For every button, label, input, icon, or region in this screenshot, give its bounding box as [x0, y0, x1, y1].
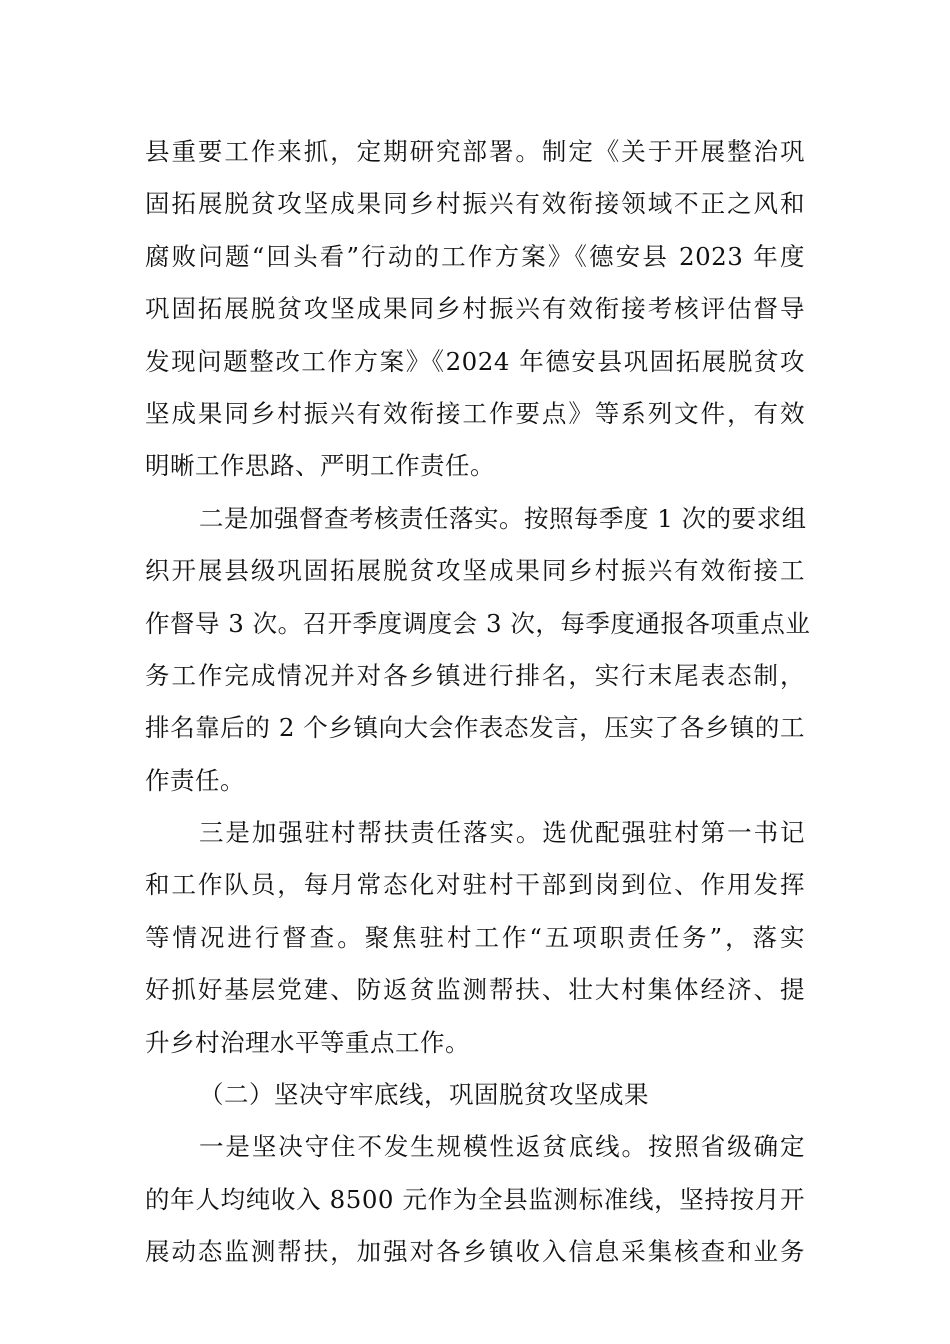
text-line: 务工作完成情况并对各乡镇进行排名，实行末尾表态制，: [145, 660, 805, 690]
text-line: 县重要工作来抓，定期研究部署。制定《关于开展整治巩: [145, 137, 805, 166]
paragraph-start-line: 一是坚决守住不发生规模性返贫底线。按照省级确定: [199, 1132, 805, 1162]
text-line: 明晰工作思路、严明工作责任。: [145, 451, 495, 481]
text-line: 腐败问题“回头看”行动的工作方案》《德安县 2023 年度: [145, 241, 805, 271]
section-heading: （二）坚决守牢底线，巩固脱贫攻坚成果: [199, 1080, 649, 1110]
text-line: 织开展县级巩固拓展脱贫攻坚成果同乡村振兴有效衔接工: [145, 556, 805, 586]
text-line: 展动态监测帮扶，加强对各乡镇收入信息采集核查和业务: [145, 1237, 805, 1267]
text-line: 作督导 3 次。召开季度调度会 3 次，每季度通报各项重点业: [145, 608, 811, 638]
text-line: 发现问题整改工作方案》《2024 年德安县巩固拓展脱贫攻: [145, 346, 805, 376]
text-line: 升乡村治理水平等重点工作。: [145, 1027, 470, 1057]
text-line: 巩固拓展脱贫攻坚成果同乡村振兴有效衔接考核评估督导: [145, 294, 805, 324]
text-line: 坚成果同乡村振兴有效衔接工作要点》等系列文件，有效: [145, 398, 805, 428]
paragraph-start-line: 三是加强驻村帮扶责任落实。选优配强驻村第一书记: [199, 818, 805, 848]
document-body: [145, 126, 811, 1279]
text-line: 固拓展脱贫攻坚成果同乡村振兴有效衔接领域不正之风和: [145, 189, 805, 219]
text-line: 的年人均纯收入 8500 元作为全县监测标准线，坚持按月开: [145, 1184, 805, 1214]
text-line: 作责任。: [145, 765, 245, 795]
text-line: 等情况进行督查。聚焦驻村工作“五项职责任务”，落实: [145, 922, 805, 952]
text-line: 好抓好基层党建、防返贫监测帮扶、壮大村集体经济、提: [145, 975, 805, 1005]
text-line: 排名靠后的 2 个乡镇向大会作表态发言，压实了各乡镇的工: [145, 713, 805, 743]
paragraph-start-line: 二是加强督查考核责任落实。按照每季度 1 次的要求组: [199, 503, 807, 533]
text-line: 和工作队员，每月常态化对驻村干部到岗到位、作用发挥: [145, 870, 805, 900]
